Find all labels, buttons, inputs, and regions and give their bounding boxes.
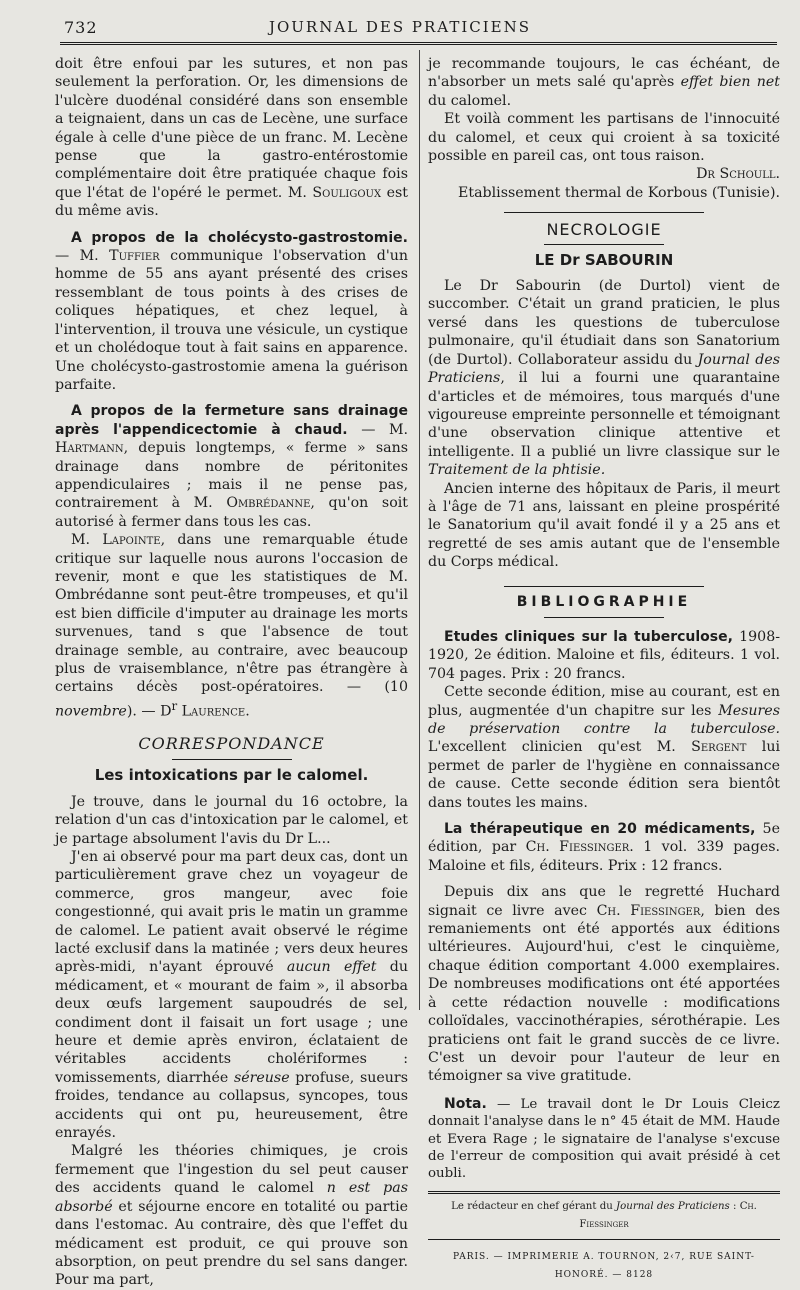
correspondance-subheading: Les intoxications par le calomel. <box>94 766 369 785</box>
paragraph-lapointe: M. Lapointe, dans une remarquable étude critique sur laquelle nous aurons l'occasion de revenir, mont e que les statistiques de M. Ombrédanne sont peut-être trompeuses, et qu'il est bien difficile d'imputer au drainage les morts survenues, tand s que l'absence de tout drainage semble, au contraire, avec beaucoup plus de vraisemblance, n'être pas étrangère à certains décès post-opératoires. — (10 novembre). — $D^r$ Laurence. <box>55 532 408 720</box>
paragraph: Et voilà comment les partisans de l'innocuité du calomel, et ceux qui croient à sa toxicité possible en pareil cas, ont tous raison. <box>428 111 780 165</box>
heading-rule <box>172 759 292 760</box>
paragraph: Malgré les théories chimiques, je crois fermement que l'ingestion du sel peut causer des accidents quand le calomel n est pas absorbé et séjourne encore en totalité ou partie dans l'estomac. Au contraire, dès que l'effet du médicament est produit, ce qui prouve son absorption, on peut prendre du sel sans danger. Pour ma part, <box>55 1143 409 1289</box>
header-rule <box>60 42 777 45</box>
paragraph: J'en ai observé pour ma part deux cas, dont un particulièrement grave chez un voyageur de commerce, gros mangeur, avec foie congestionné, qui avait pris le matin un gramme de calomel. Le patient avait observé le régime lacté exclusif dans la matinée ; vers deux heures après-midi, n'ayant éprouvé aucun effet du médicament, et « mourant de faim », il absorba deux œufs largement saupoudrés de sel, condiment dont il faisait un fort usage ; une heure et demie après environ, éclataient de véritables accidents cholériformes : vomissements, diarrhée séreuse profuse, sueurs froides, tendance au collapsus, syncopes, tous accidents qui ont pu, heureusement, être enrayés. <box>55 848 408 1142</box>
paragraph-appendicectomie: A propos de la fermeture sans drainage après l'appendicectomie à chaud. — M. Hartmann, depuis longtemps, « ferme » sans drainage dans nombre de péritonites appendiculaires ; mais il ne pense pas, contrairement à M. Ombrédanne, qu'on soit autorisé à fermer dans tous les cas. <box>55 403 408 530</box>
section-rule <box>544 244 664 245</box>
signature: Dr Schoull. <box>696 166 780 183</box>
footer-rule <box>428 1191 780 1194</box>
section-rule <box>504 586 704 587</box>
running-header: JOURNAL DES PRATICIENS <box>268 18 532 36</box>
paragraph: Le Dr Sabourin (de Durtol) vient de succomber. C'était un grand praticien, le plus versé dans les questions de tuberculose pulmonaire, qu'il étudiait dans son Sanatorium (de Durtol). Collaborateur assidu du Journal des Praticiens, il lui a fourni une quarantaine d'articles et de mémoires, tous marqués d'une vigoureuse empreinte personnelle et témoignant d'une observation clinique attentive et intelligente. Il a publié un livre classique sur le Traitement de la phtisie. <box>428 278 780 479</box>
necrologie-heading: NECROLOGIE <box>546 220 662 240</box>
imprint: PARIS. — IMPRIMERIE A. TOURNON, 2‹7, RUE SAINT-HONORÉ. — 8128 <box>453 1251 755 1280</box>
paragraph: Ancien interne des hôpitaux de Paris, il meurt à l'âge de 71 ans, laissant en pleine prospérité le Sanatorium qu'il avait fondé il y a 25 ans et regretté de ses amis autant que de l'ensemble du Corps médical. <box>428 480 780 571</box>
footer-editor: Le rédacteur en chef gérant du Journal des Praticiens : Ch. Fiessinger <box>451 1200 757 1231</box>
paragraph: Depuis dix ans que le regretté Huchard signait ce livre avec Ch. Fiessinger, bien des remaniements ont été apportés aux éditions ultérieures. Aujourd'hui, c'est le cinquième, chaque édition comportant 4.000 exemplaires. De nombreuses modifications ont été apportées à cette rédaction nouvelle : modifications colloïdales, vaccinothérapies, sérothérapie. Les praticiens ont fait le grand succès de ce livre. C'est un devoir pour l'auteur de leur en témoigner sa vive gratitude. <box>428 884 781 1085</box>
section-rule <box>504 212 704 213</box>
paragraph-cholecysto: A propos de la cholécysto-gastrostomie. — M. Tuffier communique l'observation d'un homme de 55 ans ayant présenté des crises ressemblant de tous points à des crises de coliques hépatiques, et chez lequel, à l'intervention, il trouva une vésicule, un cystique et un cholédoque tout à fait sains en apparence. Une cholécysto-gastrostomie amena la guérison parfaite. <box>55 229 409 393</box>
section-title: A propos de la fermeture sans drainage après l'appendicectomie à chaud. <box>55 403 408 438</box>
signature-affiliation: Etablissement thermal de Korbous (Tunisie). <box>458 184 780 201</box>
paragraph: je recommande toujours, le cas échéant, de n'absorber un mets salé qu'après effet bien net du calomel. <box>428 56 780 109</box>
right-column <box>428 55 780 1284</box>
nota: Nota. — Le travail dont le Dr Louis Cleicz donnait l'analyse dans le n° 45 était de MM. Haude et Evera Rage ; le signataire de l'analyse s'excuse de l'erreur de composition qui avait présidé à cet oubli. <box>428 1095 780 1182</box>
footer-rule <box>428 1239 780 1240</box>
paragraph: doit être enfoui par les sutures, et non pas seulement la perforation. Or, les dimensions de l'ulcère duodénal considéré dans son ensemble a teignaient, dans un cas de Lecène, une surface égale à celle d'une pièce de un franc. M. Lecène pense que la gastro-entérostomie complémentaire doit être pratiquée chaque fois que l'état de l'opéré le permet. M. Souligoux est du même avis. <box>55 56 408 220</box>
necrologie-subheading: LE Dr SABOURIN <box>534 250 674 269</box>
column-divider <box>419 50 420 1010</box>
bibliographie-heading: BIBLIOGRAPHIE <box>516 593 692 610</box>
book-entry: La thérapeutique en 20 médicaments, 5e édition, par Ch. Fiessinger. 1 vol. 339 pages. Maloine et fils, éditeurs. Prix : 12 francs. <box>428 821 781 874</box>
paragraph: Cette seconde édition, mise au courant, est en plus, augmentée d'un chapitre sur les Mesures de préservation contre la tuberculose. L'excellent clinicien qu'est M. Sergent lui permet de parler de l'hygiène en connaissance de cause. Cette seconde édition sera bientôt dans toutes les mains. <box>428 684 781 811</box>
book-entry: Etudes cliniques sur la tuberculose, 1908-1920, 2e édition. Maloine et fils, éditeurs. 1 vol. 704 pages. Prix : 20 francs. <box>428 628 781 682</box>
page-number: 732 <box>64 18 98 37</box>
left-column <box>55 55 408 1290</box>
correspondance-heading: CORRESPONDANCE <box>138 733 325 753</box>
section-title: A propos de la cholécysto-gastrostomie. <box>71 229 408 246</box>
paragraph: Je trouve, dans le journal du 16 octobre, la relation d'un cas d'intoxication par le calomel, et je partage absolument l'avis du Dr L... <box>55 793 408 847</box>
section-rule <box>544 617 664 618</box>
